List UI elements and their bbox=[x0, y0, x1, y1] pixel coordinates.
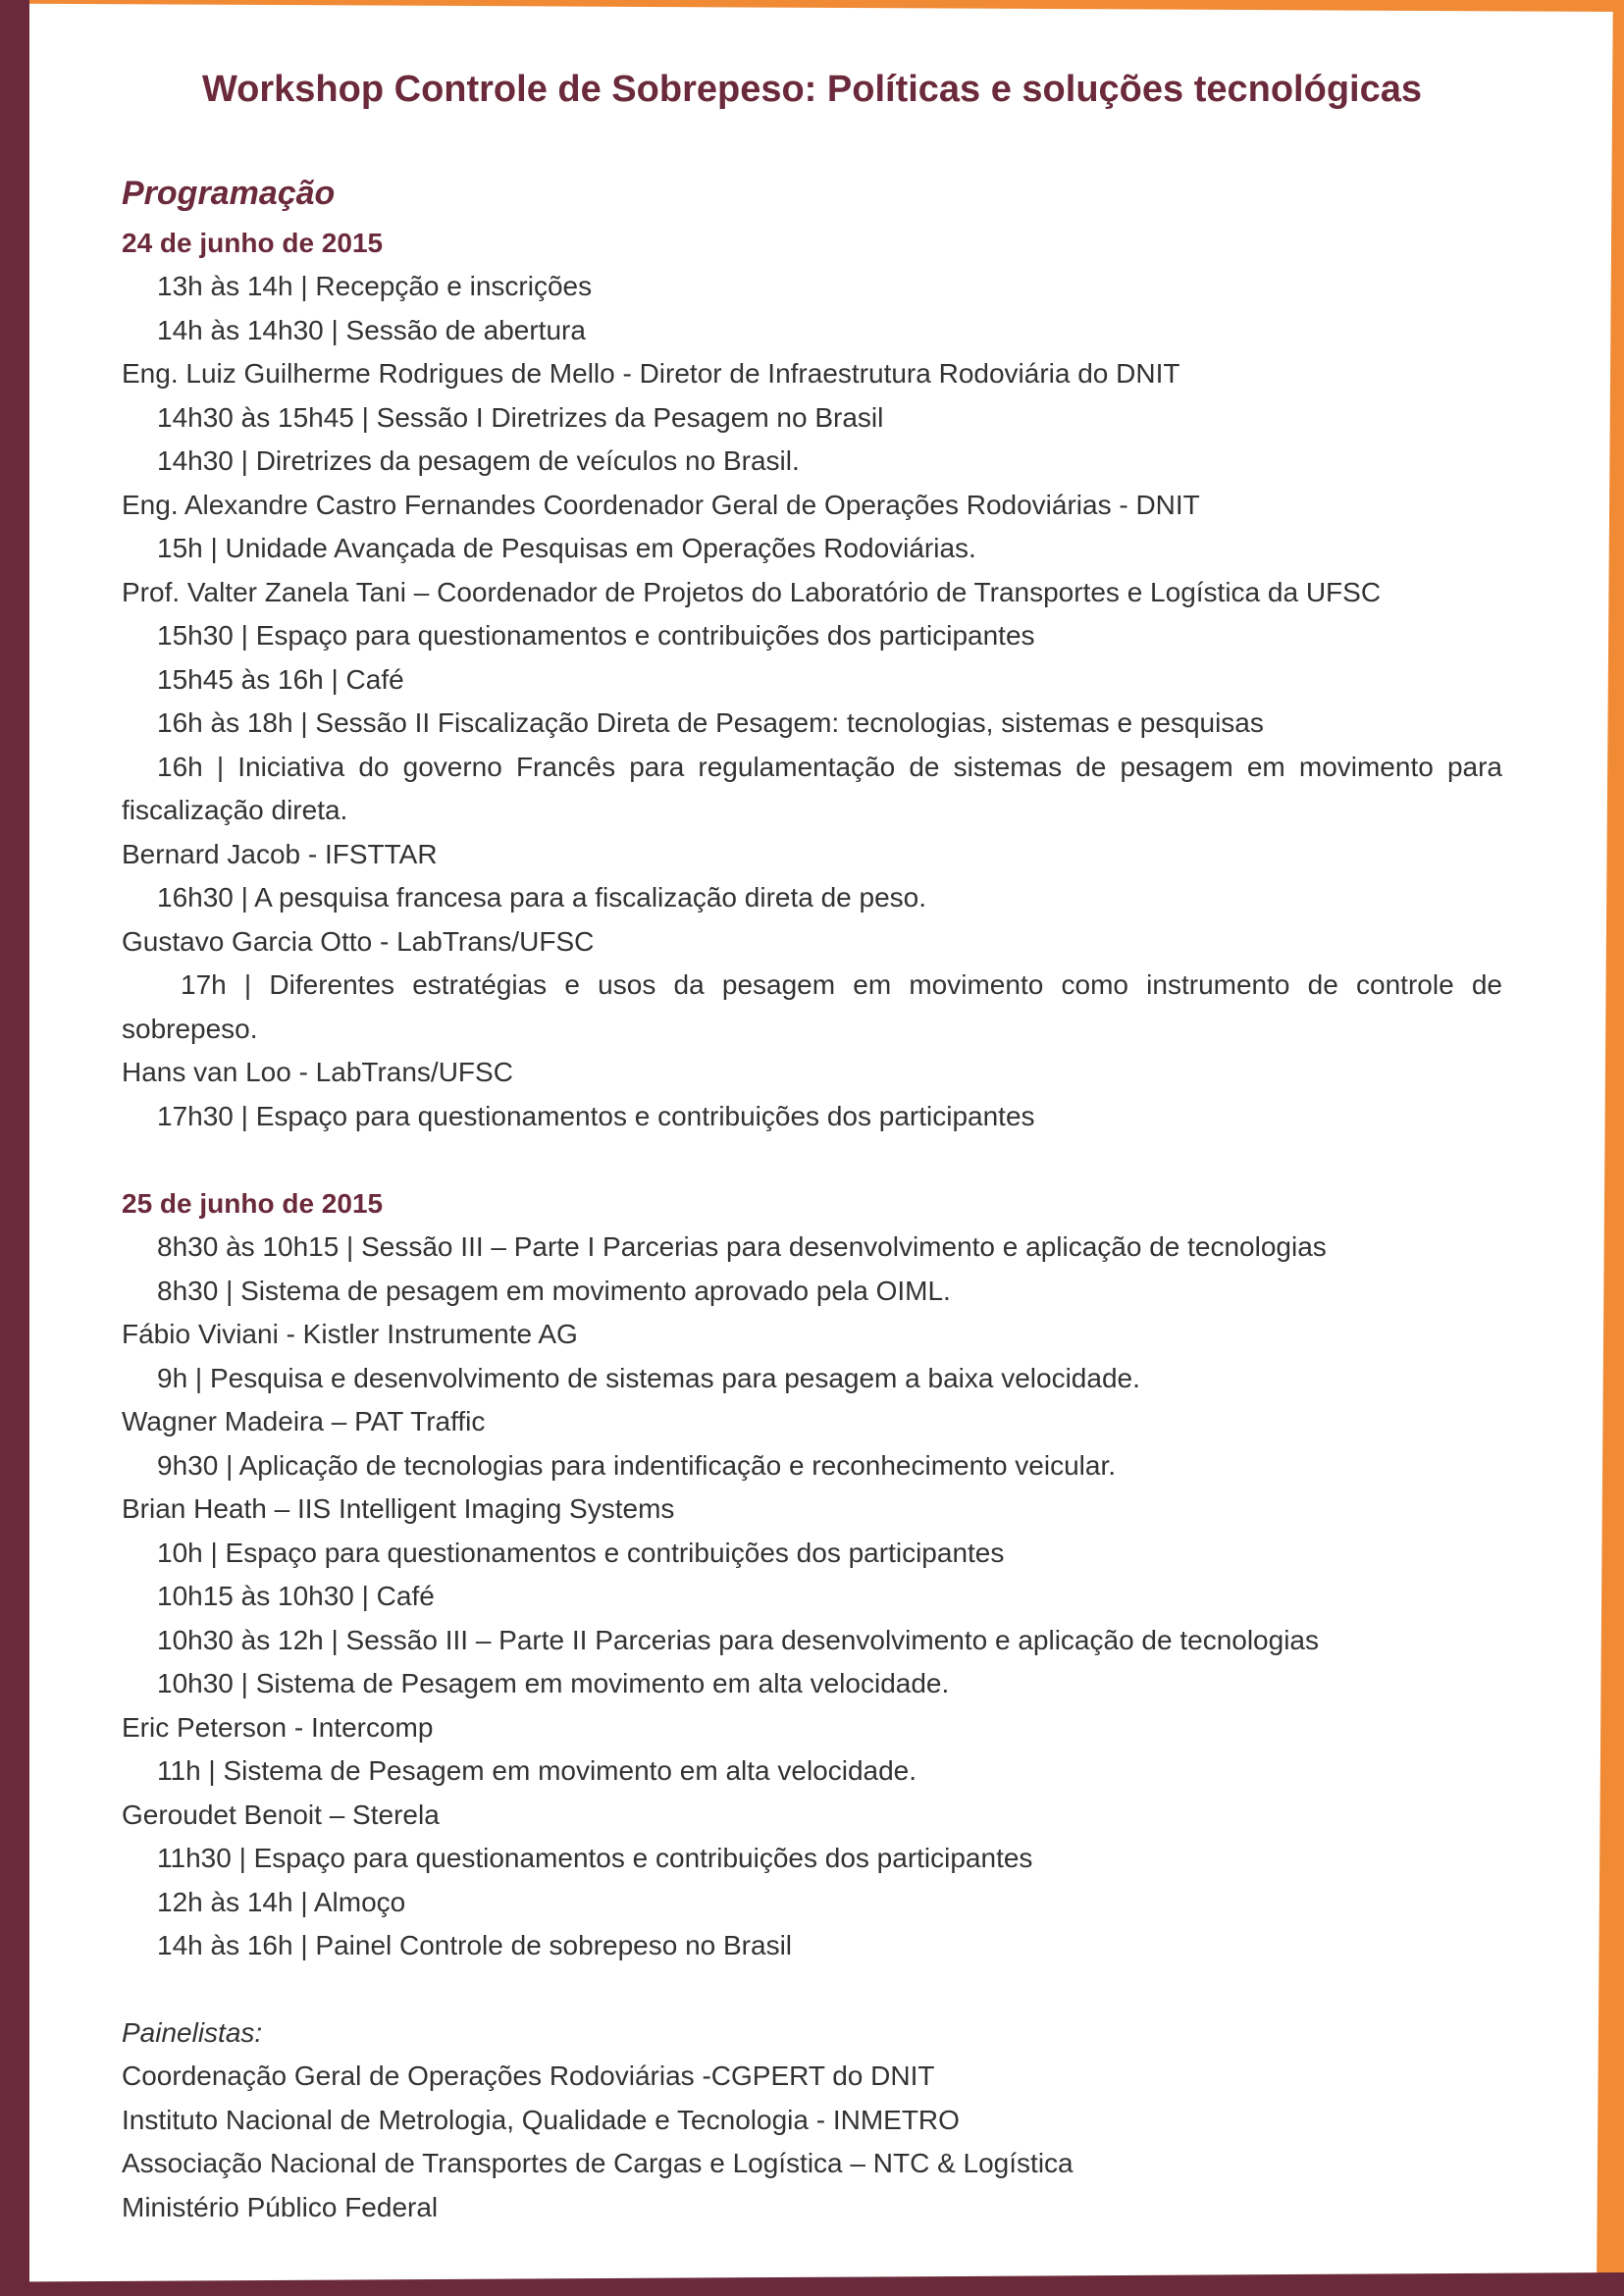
panelist-item: Ministério Público Federal bbox=[122, 2192, 439, 2222]
frame-bottom-stripe bbox=[0, 2272, 1624, 2296]
frame-right-stripe bbox=[1597, 0, 1624, 2296]
schedule-item: 16h30 | A pesquisa francesa para a fiscalização direta de peso. bbox=[157, 882, 927, 913]
schedule-item: 10h30 | Sistema de Pesagem em movimento em alta velocidade. bbox=[157, 1668, 950, 1698]
schedule-item: 8h30 | Sistema de pesagem em movimento aprovado pela OIML. bbox=[157, 1276, 951, 1306]
schedule-item: 15h30 | Espaço para questionamentos e contribuições dos participantes bbox=[157, 620, 1035, 651]
schedule-item-continued: sobrepeso. bbox=[122, 1014, 258, 1044]
panelist-item: Coordenação Geral de Operações Rodoviárias -CGPERT do DNIT bbox=[122, 2061, 935, 2091]
speaker-line: Eng. Alexandre Castro Fernandes Coordenador Geral de Operações Rodoviárias - DNIT bbox=[122, 490, 1200, 520]
schedule-item: 10h | Espaço para questionamentos e contribuições dos participantes bbox=[157, 1538, 1005, 1568]
speaker-line: Hans van Loo - LabTrans/UFSC bbox=[122, 1057, 513, 1087]
schedule-item: 14h às 16h | Painel Controle de sobrepeso no Brasil bbox=[157, 1930, 793, 1960]
schedule-item: 17h30 | Espaço para questionamentos e contribuições dos participantes bbox=[157, 1101, 1035, 1131]
schedule-item-continued: fiscalização direta. bbox=[122, 795, 348, 825]
schedule-item: 14h às 14h30 | Sessão de abertura bbox=[157, 315, 586, 345]
speaker-line: Prof. Valter Zanela Tani – Coordenador de Projetos do Laboratório de Transportes e Logística da UFSC bbox=[122, 577, 1382, 607]
speaker-line: Bernard Jacob - IFSTTAR bbox=[122, 839, 438, 869]
frame-left-stripe bbox=[0, 0, 29, 2296]
schedule-item: 9h | Pesquisa e desenvolvimento de sistemas para pesagem a baixa velocidade. bbox=[157, 1363, 1140, 1393]
speaker-line: Fábio Viviani - Kistler Instrumente AG bbox=[122, 1319, 578, 1349]
panelists-heading: Painelistas: bbox=[122, 2017, 263, 2048]
speaker-line: Eng. Luiz Guilherme Rodrigues de Mello - Diretor de Infraestrutura Rodoviária do DNIT bbox=[122, 358, 1180, 389]
document-title: Workshop Controle de Sobrepeso: Políticas e soluções tecnológicas bbox=[201, 69, 1422, 110]
schedule-item: 15h | Unidade Avançada de Pesquisas em Operações Rodoviárias. bbox=[157, 533, 976, 563]
date-heading: 25 de junho de 2015 bbox=[122, 1188, 384, 1219]
schedule-item: 11h30 | Espaço para questionamentos e contribuições dos participantes bbox=[157, 1843, 1033, 1873]
schedule-item: 15h45 às 16h | Café bbox=[157, 664, 404, 695]
date-heading: 24 de junho de 2015 bbox=[122, 228, 384, 258]
schedule-item: 9h30 | Aplicação de tecnologias para indentificação e reconhecimento veicular. bbox=[157, 1450, 1117, 1481]
schedule-item: 10h30 às 12h | Sessão III – Parte II Parcerias para desenvolvimento e aplicação de tecnologias bbox=[157, 1625, 1319, 1655]
schedule-item: 14h30 às 15h45 | Sessão I Diretrizes da Pesagem no Brasil bbox=[157, 402, 884, 433]
schedule-item: 17h | Diferentes estratégias e usos da pesagem em movimento como instrumento de controle de bbox=[181, 969, 1502, 1000]
schedule-item: 8h30 às 10h15 | Sessão III – Parte I Parcerias para desenvolvimento e aplicação de tecnologias bbox=[157, 1231, 1327, 1262]
schedule-item: 12h às 14h | Almoço bbox=[157, 1887, 406, 1917]
speaker-line: Gustavo Garcia Otto - LabTrans/UFSC bbox=[122, 926, 595, 957]
speaker-line: Brian Heath – IIS Intelligent Imaging Systems bbox=[122, 1493, 675, 1524]
speaker-line: Eric Peterson - Intercomp bbox=[122, 1712, 434, 1743]
schedule-item: 13h às 14h | Recepção e inscrições bbox=[157, 271, 593, 301]
speaker-line: Geroudet Benoit – Sterela bbox=[122, 1800, 440, 1830]
schedule-item: 14h30 | Diretrizes da pesagem de veículos no Brasil. bbox=[157, 445, 800, 476]
section-title: Programação bbox=[122, 175, 336, 212]
speaker-line: Wagner Madeira – PAT Traffic bbox=[122, 1406, 486, 1436]
panelist-item: Instituto Nacional de Metrologia, Qualidade e Tecnologia - INMETRO bbox=[122, 2105, 960, 2135]
panelist-item: Associação Nacional de Transportes de Cargas e Logística – NTC & Logística bbox=[122, 2148, 1074, 2178]
schedule-item: 16h | Iniciativa do governo Francês para regulamentação de sistemas de pesagem em movimento para bbox=[157, 752, 1502, 782]
frame-top-stripe bbox=[0, 0, 1624, 12]
schedule-item: 11h | Sistema de Pesagem em movimento em alta velocidade. bbox=[157, 1755, 917, 1786]
schedule-item: 16h às 18h | Sessão II Fiscalização Direta de Pesagem: tecnologias, sistemas e pesquisas bbox=[157, 707, 1264, 738]
schedule-item: 10h15 às 10h30 | Café bbox=[157, 1581, 435, 1611]
